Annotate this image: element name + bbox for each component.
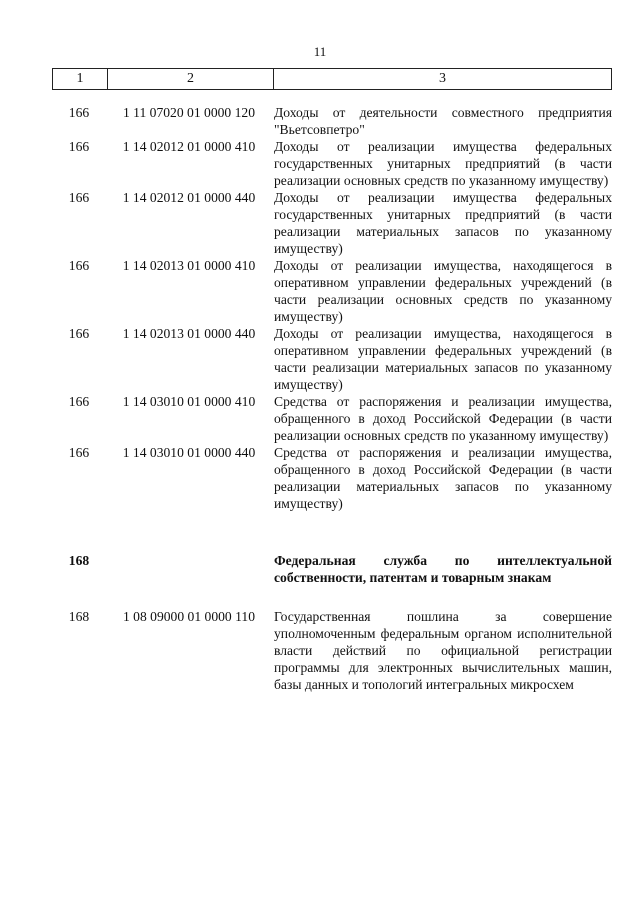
section-code-empty (106, 552, 272, 586)
section-heading-row (52, 552, 612, 586)
page-number: 11 (313, 44, 327, 59)
admin-code: 166 (68, 139, 90, 154)
admin-code: 168 (68, 609, 90, 624)
revenue-description: Средства от распоряжения и реализации имущества, обращенного в доход Российской Федерации (в части реализации основных средств по указанному имуществу) (274, 394, 612, 443)
table-row (52, 393, 612, 444)
budget-code: 1 14 02012 01 0000 440 (122, 190, 256, 205)
section-admin-code: 168 (68, 553, 90, 568)
budget-code: 1 08 09000 01 0000 110 (122, 609, 256, 624)
admin-code: 166 (68, 445, 90, 460)
table-row (52, 138, 612, 189)
table-row (52, 325, 612, 393)
revenue-description: Средства от распоряжения и реализации имущества, обращенного в доход Российской Федерации (в части реализации материальных запасов по указанному имуществу) (274, 445, 612, 511)
table-row (52, 104, 612, 138)
revenue-description: Доходы от деятельности совместного предприятия "Вьетсовпетро" (274, 105, 612, 137)
revenue-description: Доходы от реализации имущества, находящегося в оперативном управлении федеральных учреждений (в части реализации основных средств по указанному имуществу) (274, 258, 612, 324)
revenue-description: Государственная пошлина за совершение уполномоченным федеральным органом исполнительной власти действий по официальной регистрации программы для электронных вычислительных машин, базы данных и топологий интегральных микросхем (274, 609, 612, 692)
budget-code: 1 14 02013 01 0000 410 (122, 258, 256, 273)
table-body (52, 104, 612, 693)
table-row (52, 444, 612, 512)
table-header (52, 68, 612, 90)
admin-code: 166 (68, 105, 90, 120)
table-row (52, 189, 612, 257)
header-col-1: 1 (76, 71, 84, 86)
budget-code: 1 11 07020 01 0000 120 (122, 105, 256, 120)
budget-code: 1 14 03010 01 0000 440 (122, 445, 256, 460)
admin-code: 166 (68, 326, 90, 341)
admin-code: 166 (68, 394, 90, 409)
revenue-description: Доходы от реализации имущества федеральных государственных унитарных предприятий (в части реализации материальных запасов по указанному имуществу) (274, 190, 612, 256)
budget-code: 1 14 02012 01 0000 410 (122, 139, 256, 154)
section-title: Федеральная служба по интеллектуальной собственности, патентам и товарным знакам (274, 553, 612, 585)
admin-code: 166 (68, 190, 90, 205)
revenue-description: Доходы от реализации имущества, находящегося в оперативном управлении федеральных учреждений (в части реализации материальных запасов по указанному имуществу) (274, 326, 612, 392)
revenue-description: Доходы от реализации имущества федеральных государственных унитарных предприятий (в части реализации основных средств по указанному имуществу) (274, 139, 612, 188)
budget-code: 1 14 02013 01 0000 440 (122, 326, 256, 341)
admin-code: 166 (68, 258, 90, 273)
table-row (52, 608, 612, 693)
budget-code: 1 14 03010 01 0000 410 (122, 394, 256, 409)
table-row (52, 257, 612, 325)
header-col-2: 2 (107, 69, 273, 89)
header-col-3: 3 (273, 69, 611, 89)
